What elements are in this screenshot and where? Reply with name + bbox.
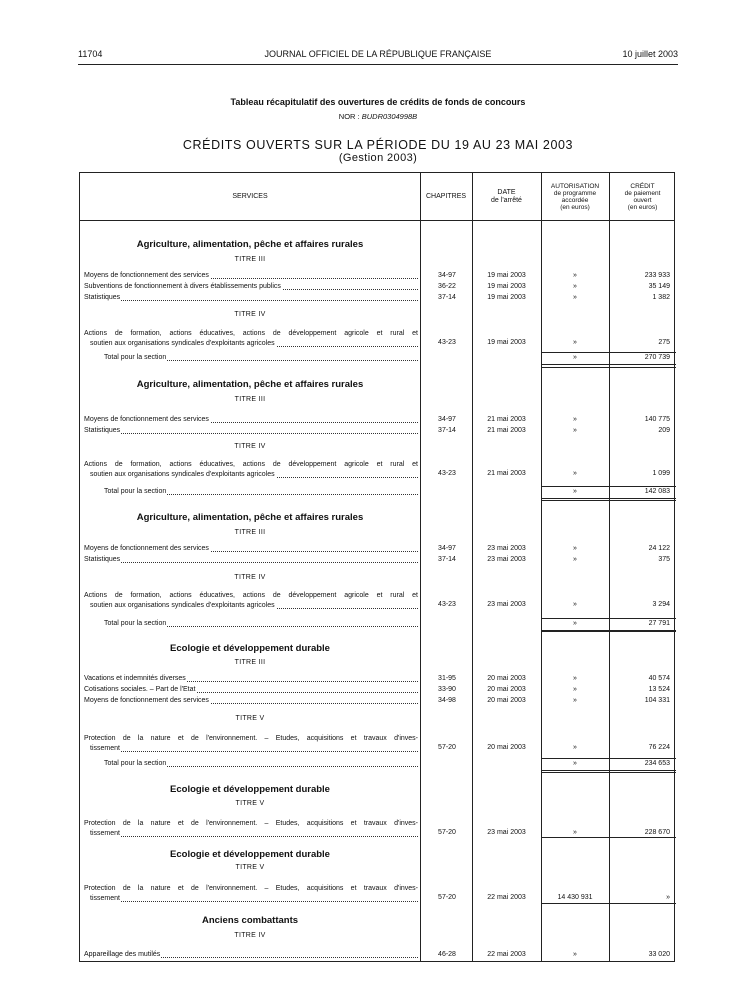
titre-heading: TITRE III — [234, 396, 266, 403]
section-title: Agriculture, alimentation, pêche et affaires rurales — [136, 512, 364, 523]
service-label: Moyens de fonctionnement des services — [84, 697, 209, 704]
table-row — [84, 555, 418, 564]
chapitre-cell: 46-28 — [438, 951, 456, 958]
column-divider — [541, 173, 542, 961]
date-cell: 21 mai 2003 — [487, 427, 526, 434]
service-label: soutien aux organisations syndicales d'exploitants agricoles — [90, 339, 275, 347]
autorisation-cell: » — [573, 686, 577, 693]
section-separator — [541, 367, 676, 368]
autorisation-cell: » — [573, 427, 577, 434]
titre-heading: TITRE IV — [234, 311, 266, 318]
chapitre-cell: 31-95 — [438, 675, 456, 682]
chapitre-cell: 34-97 — [438, 545, 456, 552]
credit-cell: 275 — [658, 339, 670, 346]
section-separator — [541, 500, 676, 501]
table-row — [84, 426, 418, 435]
date-cell: 21 mai 2003 — [487, 416, 526, 423]
credit-cell: 104 331 — [644, 697, 670, 704]
chapitre-cell: 37-14 — [438, 294, 456, 301]
col-header-date: DATE de l'arrêté — [491, 188, 522, 204]
date-cell: 20 mai 2003 — [487, 697, 526, 704]
service-label: Cotisations sociales. – Part de l'Etat — [84, 686, 196, 693]
service-label: Protection de la nature et de l'environnement. – Etudes, acquisitions et travaux d'inves- — [84, 885, 418, 892]
section-title: Ecologie et développement durable — [170, 643, 330, 654]
date-cell: 20 mai 2003 — [487, 686, 526, 693]
chapitre-cell: 37-14 — [438, 427, 456, 434]
service-label: Actions de formation, actions éducatives, actions de développement agricole et rural et — [84, 461, 418, 468]
titre-heading: TITRE IV — [234, 443, 266, 450]
autorisation-cell: » — [573, 339, 577, 346]
date-cell: 23 mai 2003 — [487, 601, 526, 608]
total-autorisation: » — [573, 488, 577, 495]
credit-cell: 228 670 — [644, 829, 670, 836]
credit-cell: 76 224 — [648, 744, 670, 751]
titre-heading: TITRE IV — [234, 932, 266, 939]
credit-cell: 3 294 — [652, 601, 670, 608]
col-header-services: SERVICES — [232, 192, 268, 200]
service-label: soutien aux organisations syndicales d'exploitants agricoles — [90, 470, 275, 478]
column-divider — [420, 173, 421, 961]
service-label: Actions de formation, actions éducatives, actions de développement agricole et rural et — [84, 330, 418, 337]
document-subtitle: Tableau récapitulatif des ouvertures de crédits de fonds de concours — [230, 97, 526, 107]
date-cell: 22 mai 2003 — [487, 894, 526, 901]
chapitre-cell: 43-23 — [438, 470, 456, 477]
service-label: Moyens de fonctionnement des services — [84, 416, 209, 423]
table-row — [84, 734, 418, 753]
service-label: soutien aux organisations syndicales d'exploitants agricoles — [90, 601, 275, 609]
credit-cell: 140 775 — [644, 416, 670, 423]
section-title: Agriculture, alimentation, pêche et affaires rurales — [136, 379, 364, 390]
autorisation-cell: » — [573, 744, 577, 751]
total-credit: 142 083 — [644, 488, 670, 495]
table-row — [84, 884, 418, 903]
autorisation-cell: » — [573, 545, 577, 552]
total-row — [104, 759, 418, 768]
service-label: Total pour la section — [104, 488, 167, 495]
header-rule — [78, 64, 678, 65]
service-label: Total pour la section — [104, 620, 167, 627]
service-label: Vacations et indemnités diverses — [84, 675, 186, 682]
titre-heading: TITRE IV — [234, 574, 266, 581]
service-label-continued — [84, 339, 418, 349]
chapitre-cell: 34-97 — [438, 272, 456, 279]
table-row — [84, 329, 418, 348]
table-row — [84, 819, 418, 838]
service-label: Protection de la nature et de l'environnement. – Etudes, acquisitions et travaux d'inves- — [84, 820, 418, 827]
service-label-continued — [84, 601, 418, 611]
service-label: Statistiques — [84, 294, 121, 301]
credit-cell: 1 099 — [652, 470, 670, 477]
total-credit: 27 791 — [648, 620, 670, 627]
credit-cell: » — [666, 894, 670, 901]
autorisation-cell: » — [573, 951, 577, 958]
credit-cell: 33 020 — [648, 951, 670, 958]
titre-heading: TITRE V — [235, 864, 265, 871]
autorisation-cell: » — [573, 283, 577, 290]
autorisation-cell: 14 430 931 — [557, 894, 593, 901]
table-row — [84, 950, 418, 959]
table-row — [84, 544, 418, 553]
service-label: Protection de la nature et de l'environnement. – Etudes, acquisitions et travaux d'inves- — [84, 735, 418, 742]
titre-heading: TITRE III — [234, 659, 266, 666]
date-cell: 22 mai 2003 — [487, 951, 526, 958]
credit-cell: 209 — [658, 427, 670, 434]
date-cell: 21 mai 2003 — [487, 470, 526, 477]
date-cell: 19 mai 2003 — [487, 272, 526, 279]
section-separator — [541, 837, 676, 838]
chapitre-cell: 43-23 — [438, 601, 456, 608]
table-row — [84, 460, 418, 479]
date-cell: 20 mai 2003 — [487, 744, 526, 751]
date-cell: 19 mai 2003 — [487, 283, 526, 290]
credit-cell: 40 574 — [648, 675, 670, 682]
credits-table — [79, 172, 675, 962]
service-label: Moyens de fonctionnement des services — [84, 272, 209, 279]
section-separator — [541, 772, 676, 773]
service-label: Moyens de fonctionnement des services — [84, 545, 209, 552]
date-cell: 23 mai 2003 — [487, 556, 526, 563]
credit-cell: 13 524 — [648, 686, 670, 693]
credit-cell: 24 122 — [648, 545, 670, 552]
credit-cell: 1 382 — [652, 294, 670, 301]
autorisation-cell: » — [573, 829, 577, 836]
credit-cell: 35 149 — [648, 283, 670, 290]
main-title: CRÉDITS OUVERTS SUR LA PÉRIODE DU 19 AU 23 MAI 2003 — [182, 138, 574, 152]
date-cell: 23 mai 2003 — [487, 545, 526, 552]
column-divider — [609, 173, 610, 961]
dot-leader — [90, 751, 418, 752]
col-header-autorisation: AUTORISATION de programme accordée (en euros) — [550, 182, 600, 211]
titre-heading: TITRE III — [234, 529, 266, 536]
titre-heading: TITRE III — [234, 256, 266, 263]
autorisation-cell: » — [573, 697, 577, 704]
table-row — [84, 293, 418, 302]
service-label-continued — [84, 829, 418, 839]
page-number: 11704 — [78, 49, 103, 59]
service-label: tissement — [90, 744, 120, 752]
nor-label: NOR : — [338, 112, 360, 121]
autorisation-cell: » — [573, 675, 577, 682]
chapitre-cell: 57-20 — [438, 829, 456, 836]
chapitre-cell: 57-20 — [438, 744, 456, 751]
service-label-continued — [84, 894, 418, 904]
nor-code: BUDR0304998B — [361, 112, 418, 121]
total-credit: 234 653 — [644, 760, 670, 767]
issue-date: 10 juillet 2003 — [622, 49, 678, 59]
total-autorisation: » — [573, 620, 577, 627]
autorisation-cell: » — [573, 470, 577, 477]
date-cell: 19 mai 2003 — [487, 294, 526, 301]
section-separator — [541, 631, 676, 632]
dot-leader — [84, 433, 418, 434]
service-label-continued — [84, 470, 418, 480]
chapitre-cell: 33-90 — [438, 686, 456, 693]
service-label-continued — [84, 744, 418, 754]
dot-leader — [84, 562, 418, 563]
section-separator — [541, 903, 676, 904]
section-title: Anciens combattants — [201, 915, 299, 926]
col-header-chapitres: CHAPITRES — [425, 192, 467, 200]
table-row — [84, 591, 418, 610]
autorisation-cell: » — [573, 272, 577, 279]
service-label: tissement — [90, 829, 120, 837]
date-cell: 19 mai 2003 — [487, 339, 526, 346]
chapitre-cell: 43-23 — [438, 339, 456, 346]
autorisation-cell: » — [573, 294, 577, 301]
page-header — [78, 49, 678, 63]
dot-leader — [90, 836, 418, 837]
total-row — [104, 619, 418, 628]
journal-title: JOURNAL OFFICIEL DE LA RÉPUBLIQUE FRANÇAISE — [264, 49, 492, 59]
total-row — [104, 353, 418, 362]
date-cell: 23 mai 2003 — [487, 829, 526, 836]
table-row — [84, 685, 418, 694]
table-row — [84, 696, 418, 705]
section-title: Ecologie et développement durable — [170, 784, 330, 795]
nor-reference — [78, 112, 678, 121]
header-separator — [80, 220, 674, 221]
col-header-credit: CRÉDIT de paiement ouvert (en euros) — [624, 182, 661, 211]
titre-heading: TITRE V — [235, 715, 265, 722]
autorisation-cell: » — [573, 416, 577, 423]
autorisation-cell: » — [573, 556, 577, 563]
section-title: Ecologie et développement durable — [170, 849, 330, 860]
column-divider — [472, 173, 473, 961]
chapitre-cell: 34-98 — [438, 697, 456, 704]
service-label: Appareillage des mutilés — [84, 951, 161, 958]
service-label: tissement — [90, 894, 120, 902]
gestion-year: (Gestion 2003) — [338, 152, 418, 164]
total-autorisation: » — [573, 760, 577, 767]
service-label: Actions de formation, actions éducatives, actions de développement agricole et rural et — [84, 592, 418, 599]
total-credit: 270 739 — [644, 354, 670, 361]
dot-leader — [84, 300, 418, 301]
dot-leader — [90, 901, 418, 902]
chapitre-cell: 57-20 — [438, 894, 456, 901]
total-row — [104, 487, 418, 496]
autorisation-cell: » — [573, 601, 577, 608]
table-row — [84, 674, 418, 683]
chapitre-cell: 34-97 — [438, 416, 456, 423]
service-label: Total pour la section — [104, 354, 167, 361]
chapitre-cell: 36-22 — [438, 283, 456, 290]
service-label: Statistiques — [84, 556, 121, 563]
service-label: Subventions de fonctionnement à divers établissements publics — [84, 283, 281, 290]
table-row — [84, 271, 418, 280]
service-label: Total pour la section — [104, 760, 167, 767]
table-row — [84, 282, 418, 291]
titre-heading: TITRE V — [235, 800, 265, 807]
date-cell: 20 mai 2003 — [487, 675, 526, 682]
total-autorisation: » — [573, 354, 577, 361]
service-label: Statistiques — [84, 427, 121, 434]
chapitre-cell: 37-14 — [438, 556, 456, 563]
credit-cell: 375 — [658, 556, 670, 563]
table-row — [84, 415, 418, 424]
credit-cell: 233 933 — [644, 272, 670, 279]
section-title: Agriculture, alimentation, pêche et affaires rurales — [136, 239, 364, 250]
